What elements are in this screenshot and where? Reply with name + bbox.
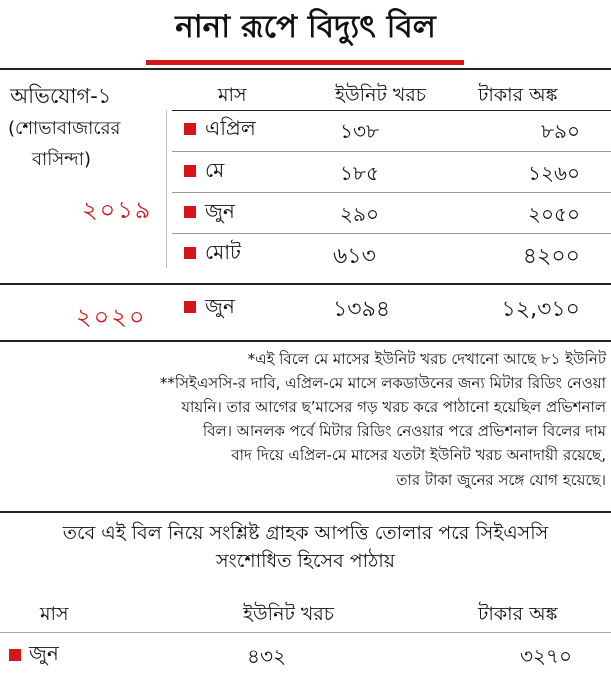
revised-header-units: ইউনিট খরচ	[243, 603, 335, 625]
revised-summary-line2: সংশোধিত হিসেব পাঠায়	[216, 550, 395, 572]
revised-row-month: জুন	[29, 641, 59, 665]
row-month: জুন	[205, 199, 235, 223]
header-rule	[172, 110, 611, 111]
note-line: *এই বিলে মে মাসের ইউনিট খরচ দেখানো আছে ৮১ ইউনিট	[247, 350, 606, 368]
column-divider	[166, 110, 167, 268]
revised-summary-line1: তবে এই বিল নিয়ে সংশ্লিষ্ট গ্রাহক আপত্তি তোলার পরে সিইএসসি	[62, 522, 549, 544]
row-amount: ৮৯০	[541, 119, 580, 143]
year-2019: ২০১৯	[82, 196, 153, 224]
red-square-marker	[184, 206, 196, 218]
revised-header-amount: টাকার অঙ্ক	[478, 603, 558, 625]
divider-top	[0, 68, 611, 70]
note-line: বিল। আনলক পর্বে মিটার রিডিং নেওয়ার পরে প্রভিশনাল বিলের দাম	[202, 422, 606, 440]
row-month: মে	[205, 158, 225, 182]
revised-row-amount: ৩২৭০	[520, 644, 573, 668]
row-month: এপ্রিল	[205, 116, 256, 140]
row-month: মোট	[205, 240, 241, 264]
header-amount: টাকার অঙ্ক	[478, 84, 558, 106]
row-units: ১৩৮	[340, 119, 379, 143]
red-square-marker	[184, 301, 196, 313]
header-units: ইউনিট খরচ	[335, 84, 427, 106]
red-square-marker	[184, 247, 196, 259]
red-square-marker	[9, 649, 21, 661]
row-divider	[172, 192, 611, 193]
resident-line1: (শোভাবাজারের	[8, 118, 121, 139]
red-square-marker	[184, 123, 196, 135]
row-amount: ৪২০০	[522, 244, 580, 269]
divider-revised	[0, 511, 611, 513]
revised-header-rule	[0, 632, 611, 633]
row-divider	[172, 233, 611, 234]
row-month: জুন	[205, 294, 235, 318]
title-underline	[146, 60, 464, 65]
note-line: তার টাকা জুনের সঙ্গে যোগ হয়েছে।	[396, 471, 606, 489]
row-amount: ১২,৩১০	[501, 297, 580, 322]
divider-2020	[0, 283, 611, 285]
resident-line2: বাসিন্দা)	[32, 149, 91, 170]
note-line: বাদ দিয়ে এপ্রিল-মে মাসের যতটা ইউনিট খরচ অনাদায়ী রয়েছে,	[231, 446, 606, 464]
row-units: ১৩৯৪	[333, 297, 391, 322]
row-units: ১৮৫	[340, 161, 379, 185]
note-line: **সিইএসসি-র দাবি, এপ্রিল-মে মাসে লকডাউনের জন্য মিটার রিডিং নেওয়া	[159, 374, 606, 392]
complaint-label: অভিযোগ-১	[10, 84, 112, 108]
row-units: ৬১৩	[333, 244, 376, 269]
revised-row-units: ৪৩২	[247, 644, 286, 668]
note-line: যায়নি। তার আগের ছ’মাসের গড় খরচ করে পাঠানো হয়েছিল প্রভিশনাল	[181, 398, 606, 416]
divider-notes	[0, 340, 611, 342]
row-units: ২৯০	[340, 202, 379, 226]
row-divider	[172, 151, 611, 152]
row-amount: ২০৫০	[528, 202, 580, 226]
page-title: নানা রূপে বিদ্যুৎ বিল	[175, 9, 436, 45]
revised-header-month: মাস	[40, 603, 69, 625]
header-month: মাস	[218, 84, 247, 106]
year-2020: ২০২০	[76, 303, 147, 331]
red-square-marker	[184, 165, 196, 177]
row-amount: ১২৬০	[528, 161, 580, 185]
